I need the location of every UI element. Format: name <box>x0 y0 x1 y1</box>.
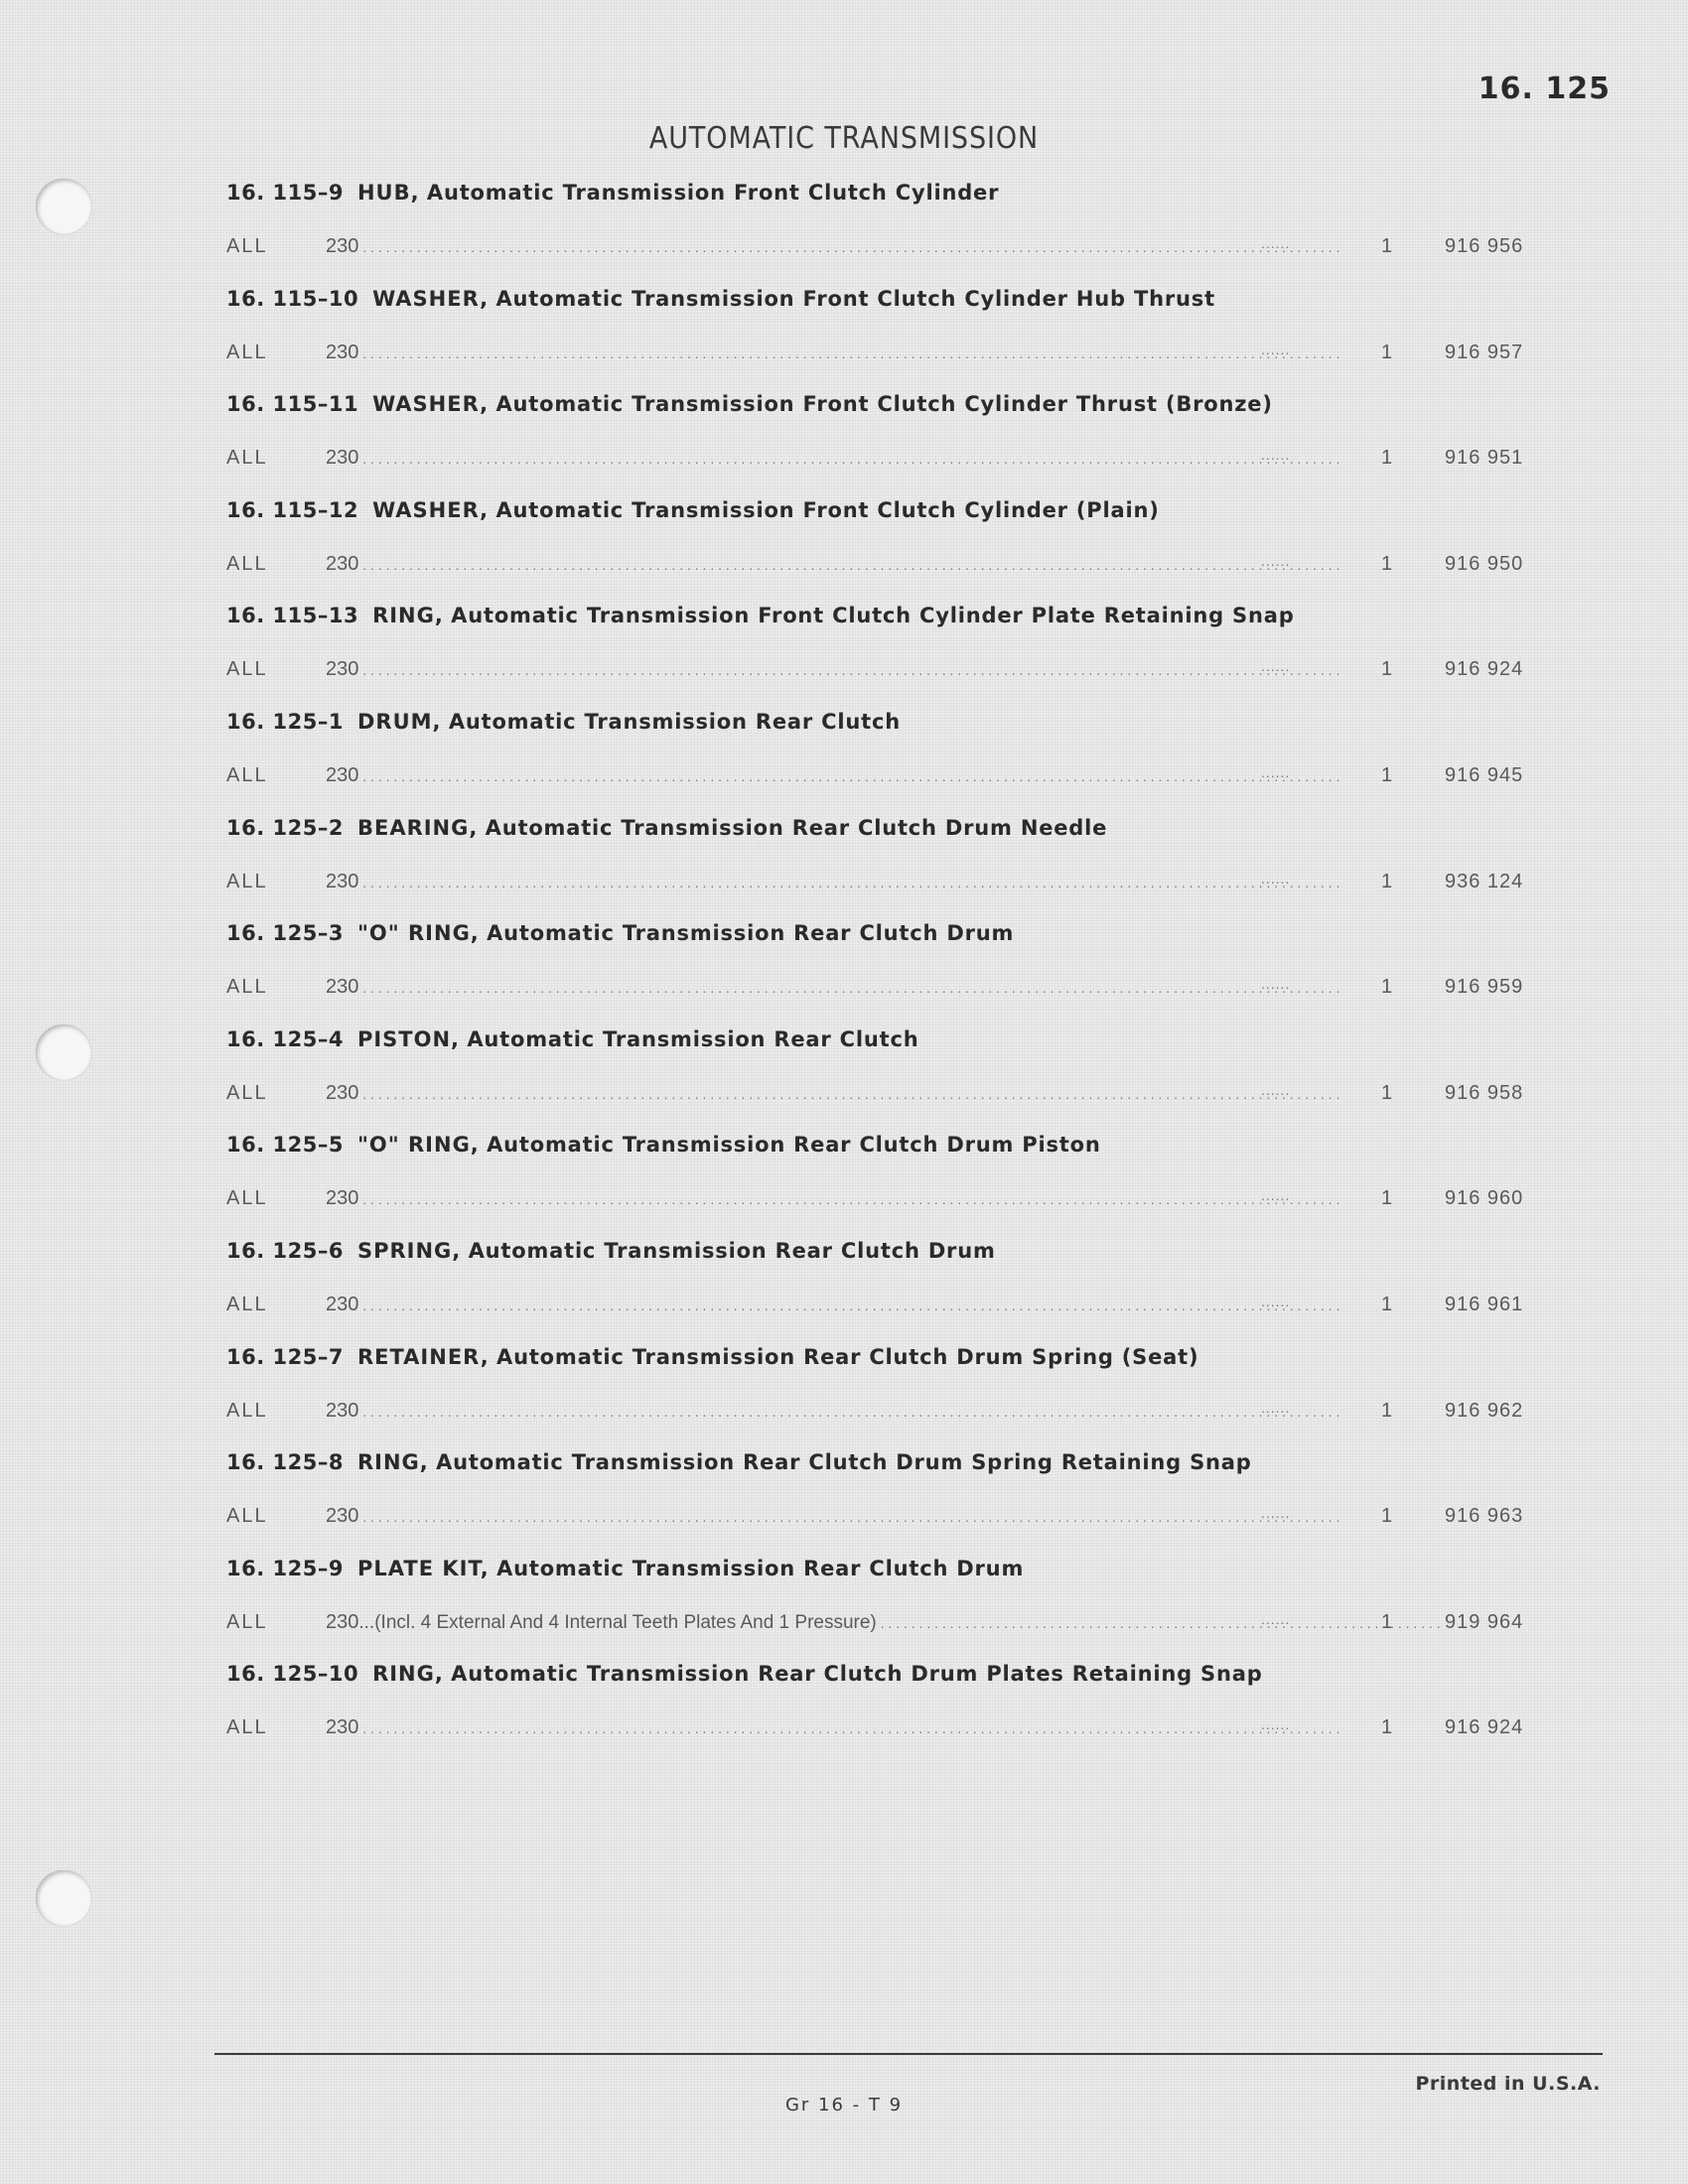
leader-dots: ...... <box>1261 1505 1291 1522</box>
leader-dots: ...... <box>1261 1716 1291 1733</box>
part-ref-code: 16. 125–5 <box>226 1133 344 1158</box>
part-number: 916 945 <box>1445 763 1524 786</box>
engine-number: 230 <box>326 552 359 575</box>
part-name: RING, <box>356 1450 429 1475</box>
part-entry <box>226 1553 1547 1659</box>
part-application-row <box>226 1082 1547 1112</box>
engine-number: 230 <box>326 235 359 257</box>
part-heading <box>226 1345 1198 1369</box>
part-name: WASHER, <box>372 286 490 311</box>
model-applicability: ALL <box>226 552 268 575</box>
engine-number: 230 <box>326 341 359 363</box>
part-heading <box>226 1239 996 1263</box>
part-number: 919 964 <box>1445 1610 1524 1633</box>
part-name: PLATE KIT, <box>356 1556 490 1580</box>
part-description: Automatic Transmission Rear Clutch <box>467 1026 919 1051</box>
quantity: 1 <box>1381 1505 1393 1528</box>
part-entry <box>226 283 1547 389</box>
parts-list <box>226 177 1547 1764</box>
part-description: Automatic Transmission Rear Clutch Drum Spring Retaining Snap <box>436 1450 1252 1475</box>
part-name: RING, <box>372 604 444 628</box>
part-ref-code: 16. 125–1 <box>226 709 344 734</box>
engine-number: 230 <box>326 976 359 999</box>
engine-number: 230 <box>326 1399 359 1422</box>
model-applicability: ALL <box>226 341 268 363</box>
model-applicability: ALL <box>226 1081 268 1104</box>
part-heading <box>226 498 1160 522</box>
part-entry <box>226 812 1547 918</box>
part-application-row <box>226 1505 1547 1535</box>
leader-dots: ...... <box>1261 1187 1291 1204</box>
part-description: Automatic Transmission Rear Clutch Drum <box>496 1556 1025 1580</box>
leader-dots: ...... <box>1261 341 1291 357</box>
quantity: 1 <box>1381 341 1393 363</box>
footer-divider <box>214 2053 1603 2055</box>
quantity: 1 <box>1381 658 1393 681</box>
part-name: WASHER, <box>372 497 490 522</box>
quantity: 1 <box>1381 1716 1393 1739</box>
engine-number: 230 <box>326 1293 359 1315</box>
engine-number: 230 <box>326 1610 359 1633</box>
part-entry <box>226 1658 1547 1764</box>
quantity: 1 <box>1381 552 1393 575</box>
part-name: BEARING, <box>356 815 479 840</box>
part-heading <box>226 710 901 734</box>
part-ref-code: 16. 115–10 <box>226 286 359 311</box>
part-name: DRUM, <box>356 709 442 734</box>
part-application-row <box>226 1716 1547 1746</box>
part-application-row <box>226 764 1547 794</box>
leader-dots: ...... <box>1261 1081 1291 1098</box>
leader-dots: ...... <box>1261 763 1291 780</box>
part-name: PISTON, <box>356 1026 461 1051</box>
part-heading <box>226 181 999 205</box>
part-description: Automatic Transmission Front Clutch Cylinder (Plain) <box>495 497 1160 522</box>
model-applicability: ALL <box>226 447 268 470</box>
part-number: 916 957 <box>1445 341 1524 363</box>
part-number: 916 951 <box>1445 447 1524 470</box>
model-applicability: ALL <box>226 658 268 681</box>
part-entry <box>226 1446 1547 1553</box>
part-ref-code: 16. 115–12 <box>226 497 359 522</box>
leader-dots: ...... <box>1261 976 1291 993</box>
part-note: ...(Incl. 4 External And 4 Internal Teeth Plates And 1 Pressure) <box>358 1611 877 1633</box>
binder-hole <box>36 1024 91 1080</box>
part-number: 916 963 <box>1445 1505 1524 1528</box>
part-application-row <box>226 447 1547 477</box>
quantity: 1 <box>1381 870 1393 892</box>
part-entry <box>226 177 1547 283</box>
part-entry <box>226 1129 1547 1235</box>
quantity: 1 <box>1381 447 1393 470</box>
binder-hole <box>36 179 91 234</box>
group-reference: Gr 16 - T 9 <box>784 2095 904 2116</box>
part-ref-code: 16. 115–11 <box>226 392 359 417</box>
part-number: 916 924 <box>1445 1716 1524 1739</box>
part-number: 916 956 <box>1445 235 1524 257</box>
part-ref-code: 16. 125–6 <box>226 1238 344 1263</box>
part-application-row <box>226 976 1547 1006</box>
part-description: Automatic Transmission Rear Clutch Drum <box>487 921 1015 946</box>
engine-number: 230 <box>326 1716 359 1739</box>
part-ref-code: 16. 115–9 <box>226 181 344 205</box>
quantity: 1 <box>1381 763 1393 786</box>
model-applicability: ALL <box>226 1716 268 1739</box>
part-description: Automatic Transmission Front Clutch Cylinder <box>426 181 1000 205</box>
model-applicability: ALL <box>226 870 268 892</box>
part-number: 916 959 <box>1445 976 1524 999</box>
leader-dots: ...... <box>1261 1293 1291 1309</box>
part-application-row <box>226 1294 1547 1323</box>
part-ref-code: 16. 125–9 <box>226 1556 344 1580</box>
part-application-row <box>226 341 1547 371</box>
model-applicability: ALL <box>226 1399 268 1422</box>
part-application-row <box>226 1611 1547 1641</box>
part-description: Automatic Transmission Rear Clutch Drum <box>468 1238 996 1263</box>
part-application-row <box>226 871 1547 900</box>
binder-hole <box>36 1870 91 1926</box>
quantity: 1 <box>1381 976 1393 999</box>
part-entry <box>226 1024 1547 1130</box>
leader-dots: ...... <box>1261 1399 1291 1416</box>
part-description: Automatic Transmission Rear Clutch <box>448 709 901 734</box>
quantity: 1 <box>1381 1081 1393 1104</box>
part-number: 916 924 <box>1445 658 1524 681</box>
part-number: 936 124 <box>1445 870 1524 892</box>
part-description: Automatic Transmission Front Clutch Cylinder Hub Thrust <box>495 286 1215 311</box>
leader-dots: ...... <box>1261 235 1291 251</box>
part-ref-code: 16. 125–8 <box>226 1450 344 1475</box>
part-number: 916 958 <box>1445 1081 1524 1104</box>
quantity: 1 <box>1381 1610 1393 1633</box>
part-heading <box>226 1557 1024 1580</box>
part-ref-code: 16. 125–4 <box>226 1026 344 1051</box>
part-entry <box>226 917 1547 1024</box>
part-name: "O" RING, <box>356 1133 480 1158</box>
part-description: Automatic Transmission Rear Clutch Drum Plates Retaining Snap <box>451 1662 1263 1687</box>
part-description: Automatic Transmission Rear Clutch Drum Needle <box>485 815 1108 840</box>
model-applicability: ALL <box>226 235 268 257</box>
part-ref-code: 16. 125–7 <box>226 1344 344 1369</box>
part-ref-code: 16. 115–13 <box>226 604 359 628</box>
part-application-row <box>226 1400 1547 1430</box>
engine-number: 230 <box>326 1081 359 1104</box>
engine-number: 230 <box>326 1187 359 1210</box>
part-ref-code: 16. 125–2 <box>226 815 344 840</box>
part-heading <box>226 921 1014 945</box>
part-description: Automatic Transmission Front Clutch Cylinder Thrust (Bronze) <box>495 392 1273 417</box>
part-number: 916 961 <box>1445 1293 1524 1315</box>
quantity: 1 <box>1381 235 1393 257</box>
engine-number: 230 <box>326 658 359 681</box>
model-applicability: ALL <box>226 1505 268 1528</box>
leader-dots: ...... <box>1261 447 1291 464</box>
engine-number: 230 <box>326 1505 359 1528</box>
leader-dots: ...... <box>1261 552 1291 569</box>
engine-number: 230 <box>326 447 359 470</box>
part-heading <box>226 816 1107 840</box>
part-heading <box>226 1450 1252 1474</box>
part-description: Automatic Transmission Rear Clutch Drum Piston <box>487 1133 1101 1158</box>
quantity: 1 <box>1381 1399 1393 1422</box>
leader-dots: ...... <box>1261 870 1291 887</box>
part-description: Automatic Transmission Front Clutch Cylinder Plate Retaining Snap <box>451 604 1295 628</box>
part-entry <box>226 600 1547 706</box>
leader-dots: ...... <box>1261 658 1291 675</box>
part-name: WASHER, <box>372 392 490 417</box>
part-application-row <box>226 553 1547 583</box>
part-heading <box>226 392 1273 416</box>
part-application-row <box>226 1187 1547 1217</box>
part-name: SPRING, <box>356 1238 462 1263</box>
part-ref-code: 16. 125–10 <box>226 1662 359 1687</box>
part-heading <box>226 1133 1101 1157</box>
part-heading <box>226 1027 918 1051</box>
part-entry <box>226 494 1547 601</box>
quantity: 1 <box>1381 1187 1393 1210</box>
part-name: "O" RING, <box>356 921 480 946</box>
part-description: Automatic Transmission Rear Clutch Drum Spring (Seat) <box>496 1344 1199 1369</box>
model-applicability: ALL <box>226 1610 268 1633</box>
part-number: 916 950 <box>1445 552 1524 575</box>
part-heading <box>226 1662 1263 1686</box>
engine-number: 230 <box>326 870 359 892</box>
engine-number: 230 <box>326 763 359 786</box>
page-number: 16. 125 <box>1477 71 1611 106</box>
model-applicability: ALL <box>226 976 268 999</box>
part-entry <box>226 706 1547 812</box>
page-title: AUTOMATIC TRANSMISSION <box>648 121 1040 156</box>
model-applicability: ALL <box>226 1293 268 1315</box>
part-name: RING, <box>372 1662 444 1687</box>
part-name: RETAINER, <box>356 1344 490 1369</box>
part-application-row <box>226 235 1547 265</box>
part-heading <box>226 604 1295 627</box>
part-entry <box>226 1235 1547 1341</box>
part-number: 916 962 <box>1445 1399 1524 1422</box>
part-name: HUB, <box>356 181 420 205</box>
model-applicability: ALL <box>226 763 268 786</box>
model-applicability: ALL <box>226 1187 268 1210</box>
part-entry <box>226 1341 1547 1447</box>
part-heading <box>226 287 1215 311</box>
part-entry <box>226 388 1547 494</box>
part-application-row <box>226 658 1547 688</box>
leader-dots: ...... <box>1261 1610 1291 1627</box>
part-ref-code: 16. 125–3 <box>226 921 344 946</box>
part-number: 916 960 <box>1445 1187 1524 1210</box>
printed-in-label: Printed in U.S.A. <box>1415 2073 1601 2095</box>
quantity: 1 <box>1381 1293 1393 1315</box>
